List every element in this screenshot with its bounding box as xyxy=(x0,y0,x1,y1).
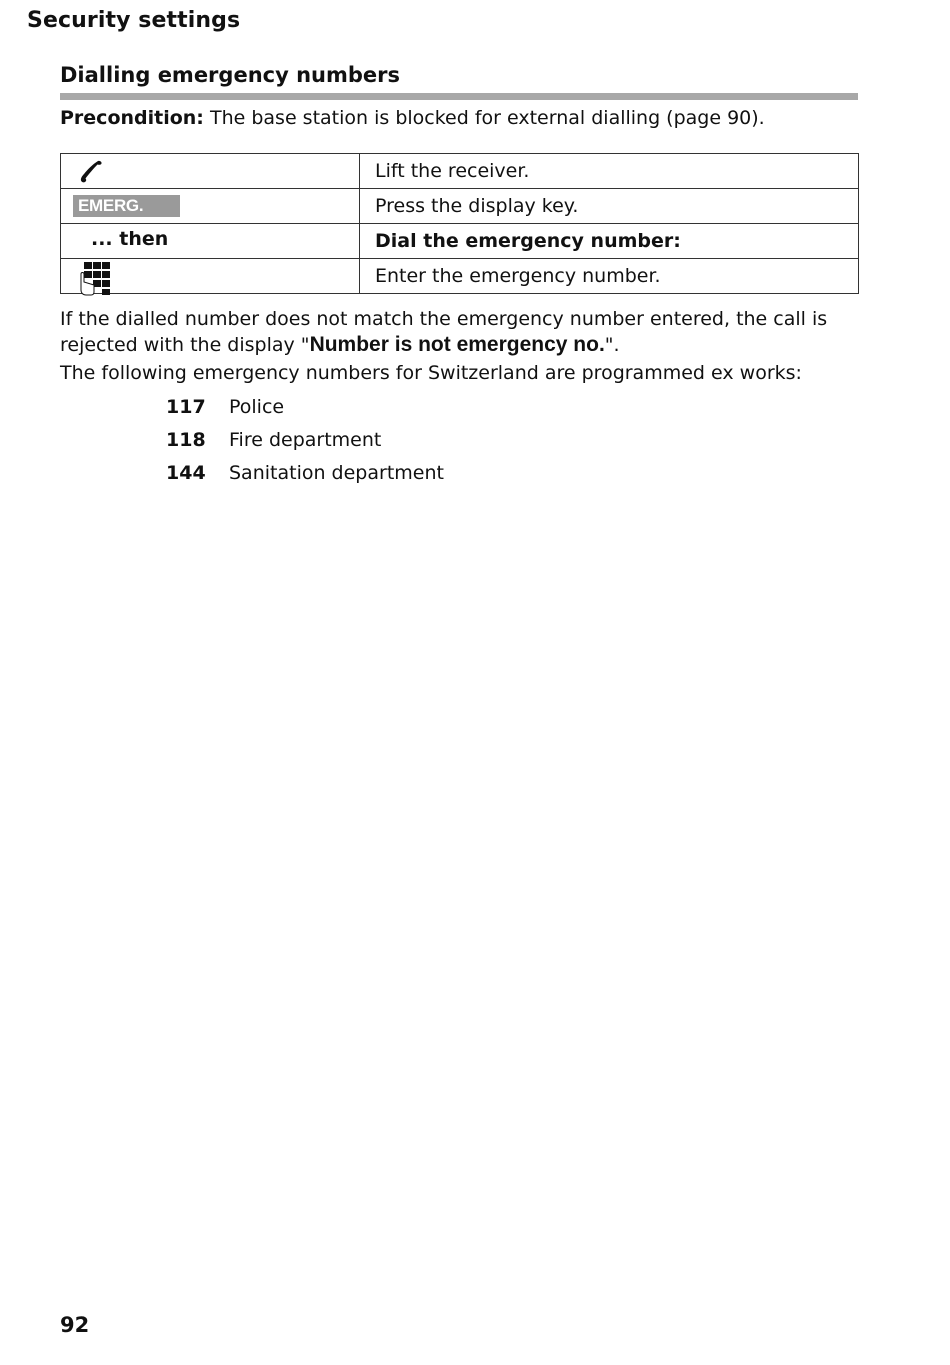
section-rule xyxy=(60,93,858,100)
step-softkey-cell xyxy=(61,189,360,224)
step-icon-cell xyxy=(61,259,360,294)
mismatch-paragraph xyxy=(60,307,860,358)
then-label: ... then xyxy=(91,228,169,250)
emergency-number: 144 xyxy=(166,462,206,484)
instruction-table xyxy=(60,153,859,294)
emergency-service: Fire department xyxy=(229,429,382,451)
mismatch-text-end: ". xyxy=(604,334,620,356)
table-row xyxy=(61,224,859,259)
page-header-title: Security settings xyxy=(27,8,241,33)
keypad-icon xyxy=(78,260,114,296)
step-instruction-heading: Dial the emergency number: xyxy=(360,224,859,259)
table-row xyxy=(61,189,859,224)
table-row xyxy=(61,259,859,294)
emergency-number: 118 xyxy=(166,429,206,451)
mismatch-text: If the dialled number does not match the emergency number entered, the call is rejected with the display " xyxy=(60,308,828,356)
emergency-service: Sanitation department xyxy=(229,462,444,484)
precondition-label: Precondition: xyxy=(60,107,204,129)
preprogrammed-paragraph: The following emergency numbers for Switzerland are programmed ex works: xyxy=(60,362,802,384)
step-instruction: Lift the receiver. xyxy=(360,154,859,189)
page-number: 92 xyxy=(60,1313,90,1337)
step-instruction: Press the display key. xyxy=(360,189,859,224)
section-title: Dialling emergency numbers xyxy=(60,63,400,87)
emerg-softkey[interactable]: EMERG. xyxy=(73,195,180,217)
step-icon-cell xyxy=(61,154,360,189)
handset-icon xyxy=(79,159,103,183)
precondition-paragraph xyxy=(60,107,765,129)
step-instruction: Enter the emergency number. xyxy=(360,259,859,294)
display-message: Number is not emergency no. xyxy=(309,333,605,356)
emergency-service: Police xyxy=(229,396,285,418)
table-row xyxy=(61,154,859,189)
step-then-cell xyxy=(61,224,360,259)
precondition-text: The base station is blocked for external dialling (page 90). xyxy=(203,107,765,129)
emergency-number: 117 xyxy=(166,396,206,418)
